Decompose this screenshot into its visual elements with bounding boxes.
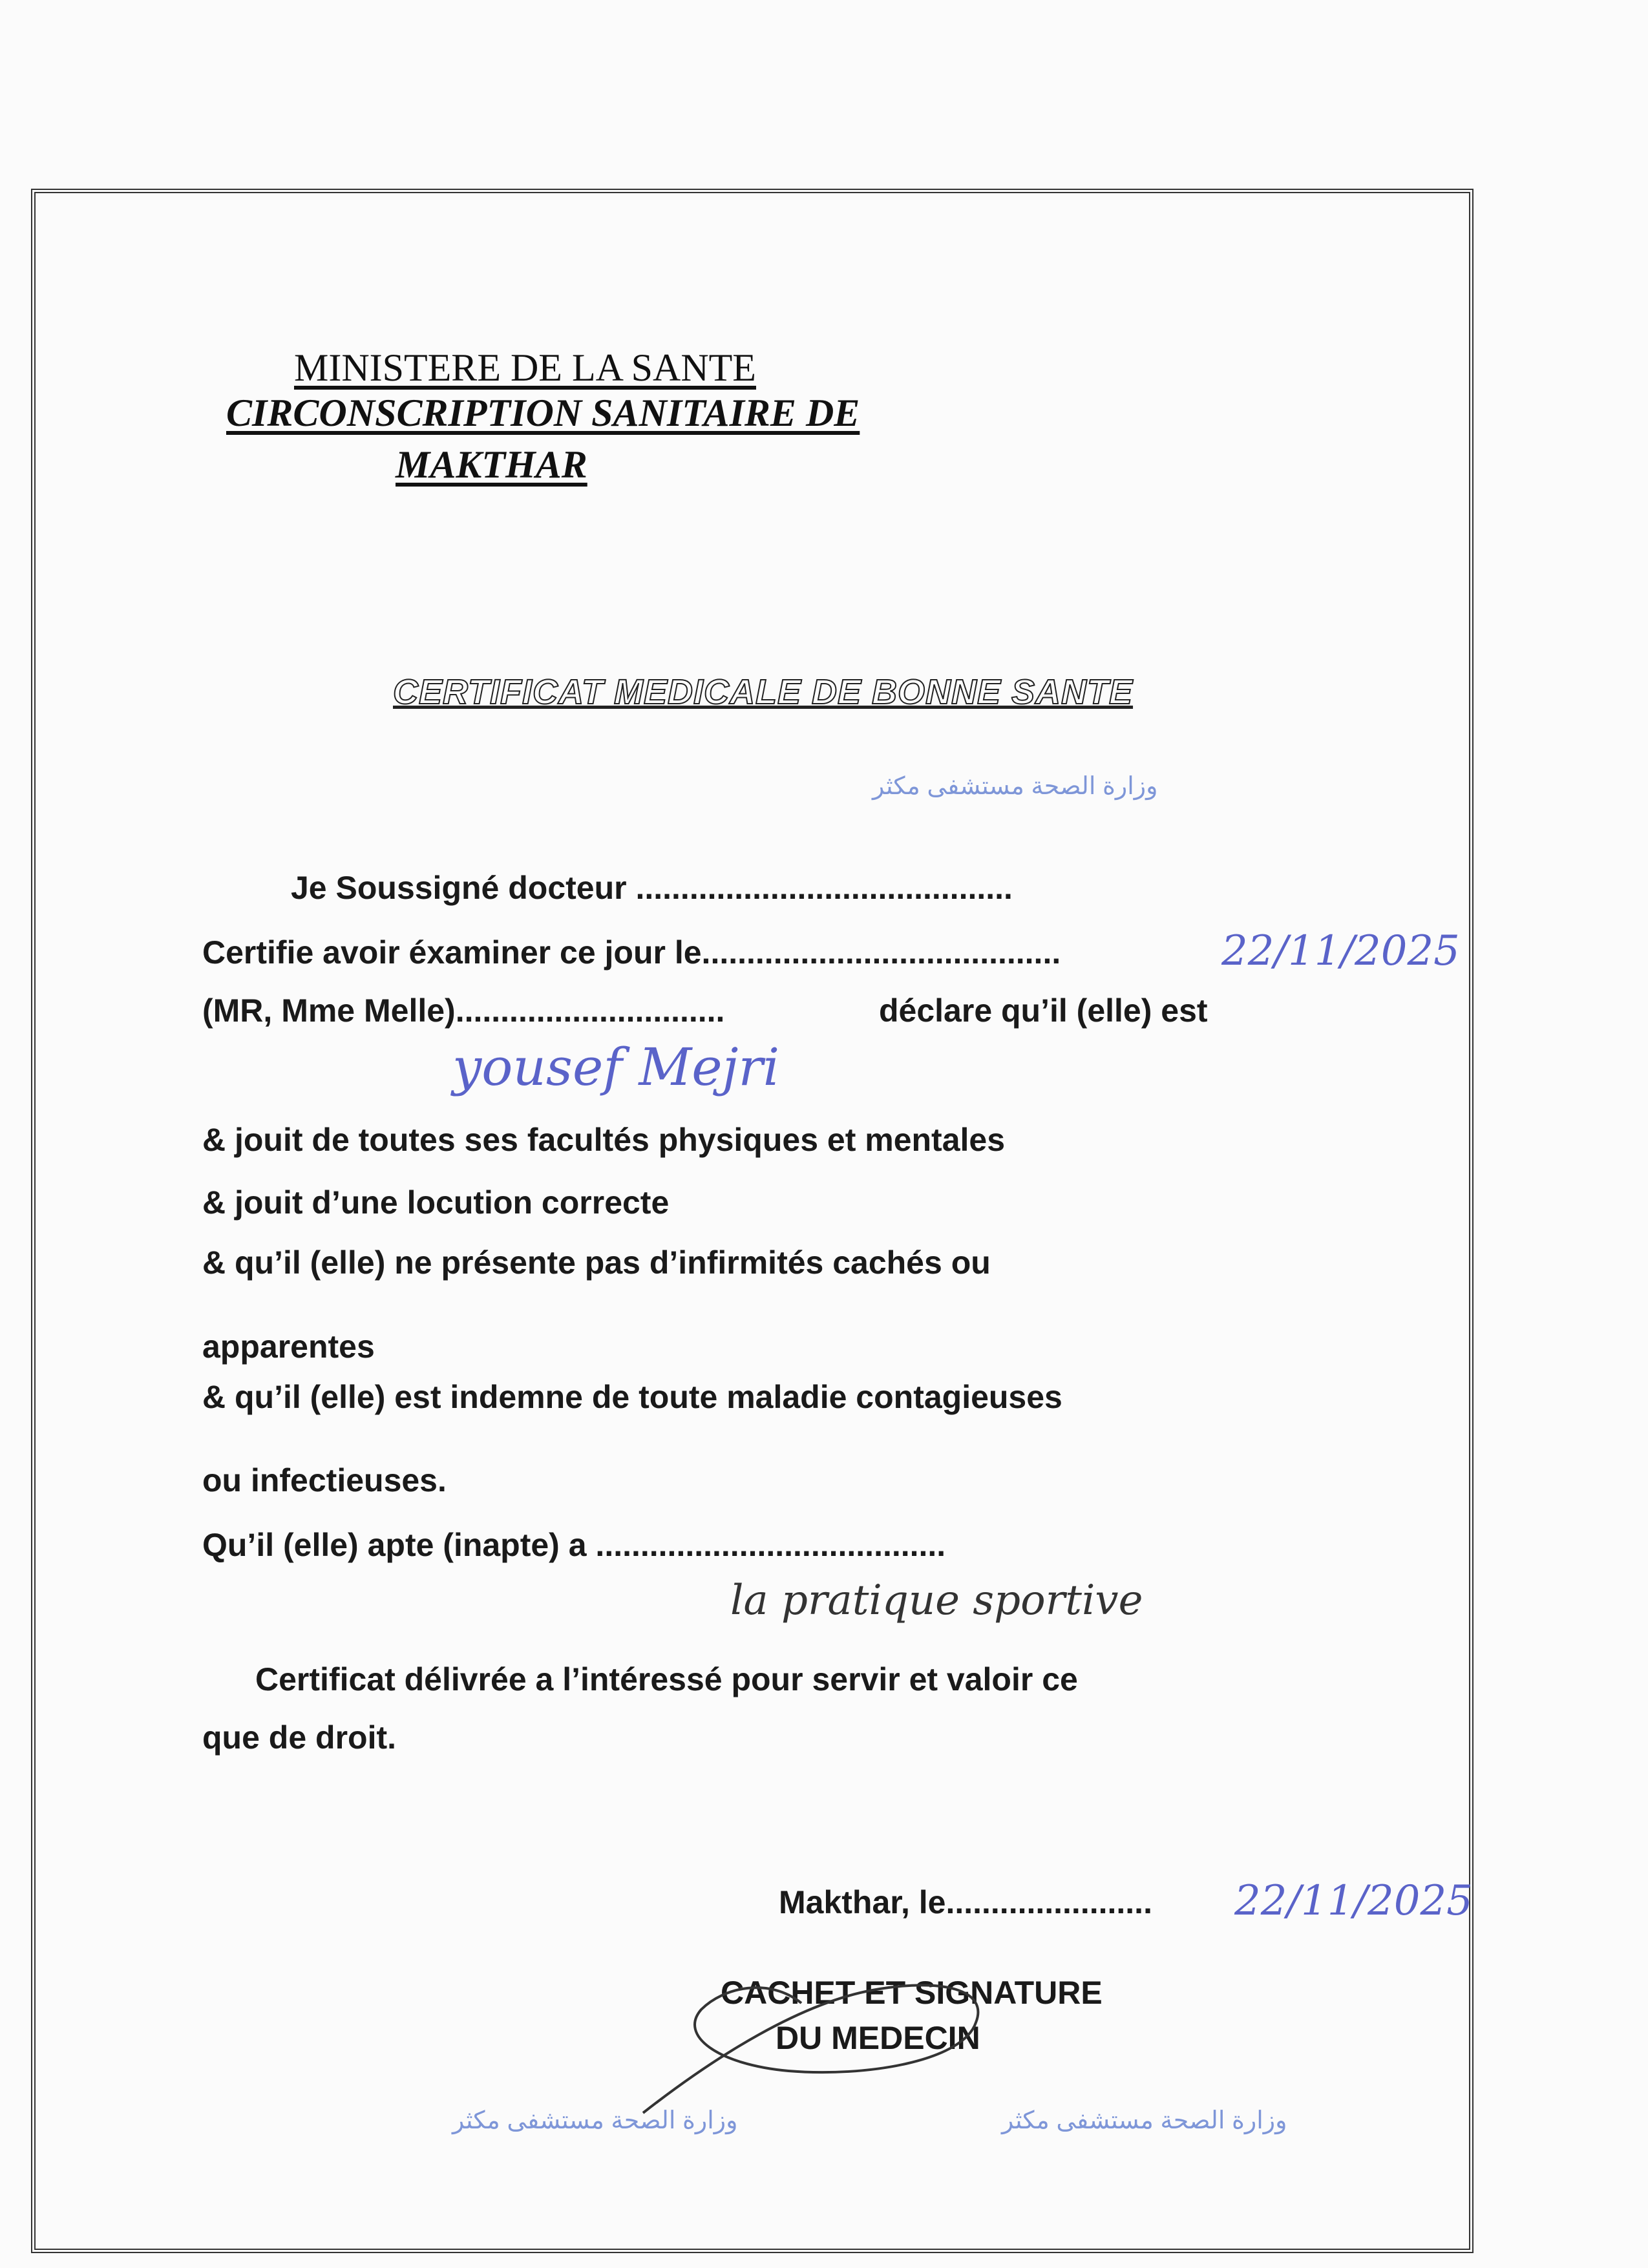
doctor-signature	[640, 1964, 1041, 2119]
declare-text: déclare qu’il (elle) est	[879, 992, 1208, 1029]
signature-label: CACHET ET SIGNATURE	[721, 1975, 1103, 2011]
stamp-bottom-left: وزارة الصحة مستشفى مكثر	[452, 2107, 738, 2134]
certificate-title: CERTIFICAT MEDICALE DE BONNE SANTE	[393, 673, 1134, 711]
delivery-line: Certificat délivrée a l’intéressé pour servir et valoir ce	[255, 1661, 1078, 1697]
delivery-line-cont: que de droit.	[202, 1719, 396, 1756]
clause-infirmities: & qu’il (elle) ne présente pas d’infirmités cachés ou	[202, 1244, 991, 1281]
handwritten-patient-name: yousef Mejri	[452, 1037, 780, 1097]
aptitude-line: Qu’il (elle) apte (inapte) a .......................................	[202, 1527, 946, 1563]
handwritten-aptitude: la pratique sportive	[730, 1577, 1143, 1624]
clause-contagious-cont: ou infectieuses.	[202, 1462, 447, 1498]
clause-faculties: & jouit de toutes ses facultés physiques et mentales	[202, 1122, 1006, 1158]
place-date-line: Makthar, le.......................	[779, 1884, 1152, 1920]
signature-label-cont: DU MEDECIN	[776, 2020, 980, 2056]
ministry-heading: MINISTERE DE LA SANTE	[294, 346, 756, 389]
handwritten-exam-date: 22/11/2025	[1221, 927, 1460, 975]
exam-date-line: Certifie avoir éxaminer ce jour le........................................	[202, 934, 1061, 971]
circonscription-heading: CIRCONSCRIPTION SANITAIRE DE	[226, 392, 860, 434]
stamp-bottom-right: وزارة الصحة مستشفى مكثر	[1002, 2107, 1287, 2134]
makthar-heading: MAKTHAR	[396, 443, 587, 486]
doctor-line: Je Soussigné docteur ..........................................	[291, 870, 1013, 906]
clause-locution: & jouit d’une locution correcte	[202, 1184, 670, 1221]
clause-contagious: & qu’il (elle) est indemne de toute maladie contagieuses	[202, 1379, 1062, 1415]
handwritten-sign-date: 22/11/2025	[1234, 1877, 1473, 1925]
patient-line: (MR, Mme Melle)..............................	[202, 992, 725, 1029]
stamp-top: وزارة الصحة مستشفى مكثر	[872, 773, 1158, 800]
clause-infirmities-cont: apparentes	[202, 1328, 375, 1365]
